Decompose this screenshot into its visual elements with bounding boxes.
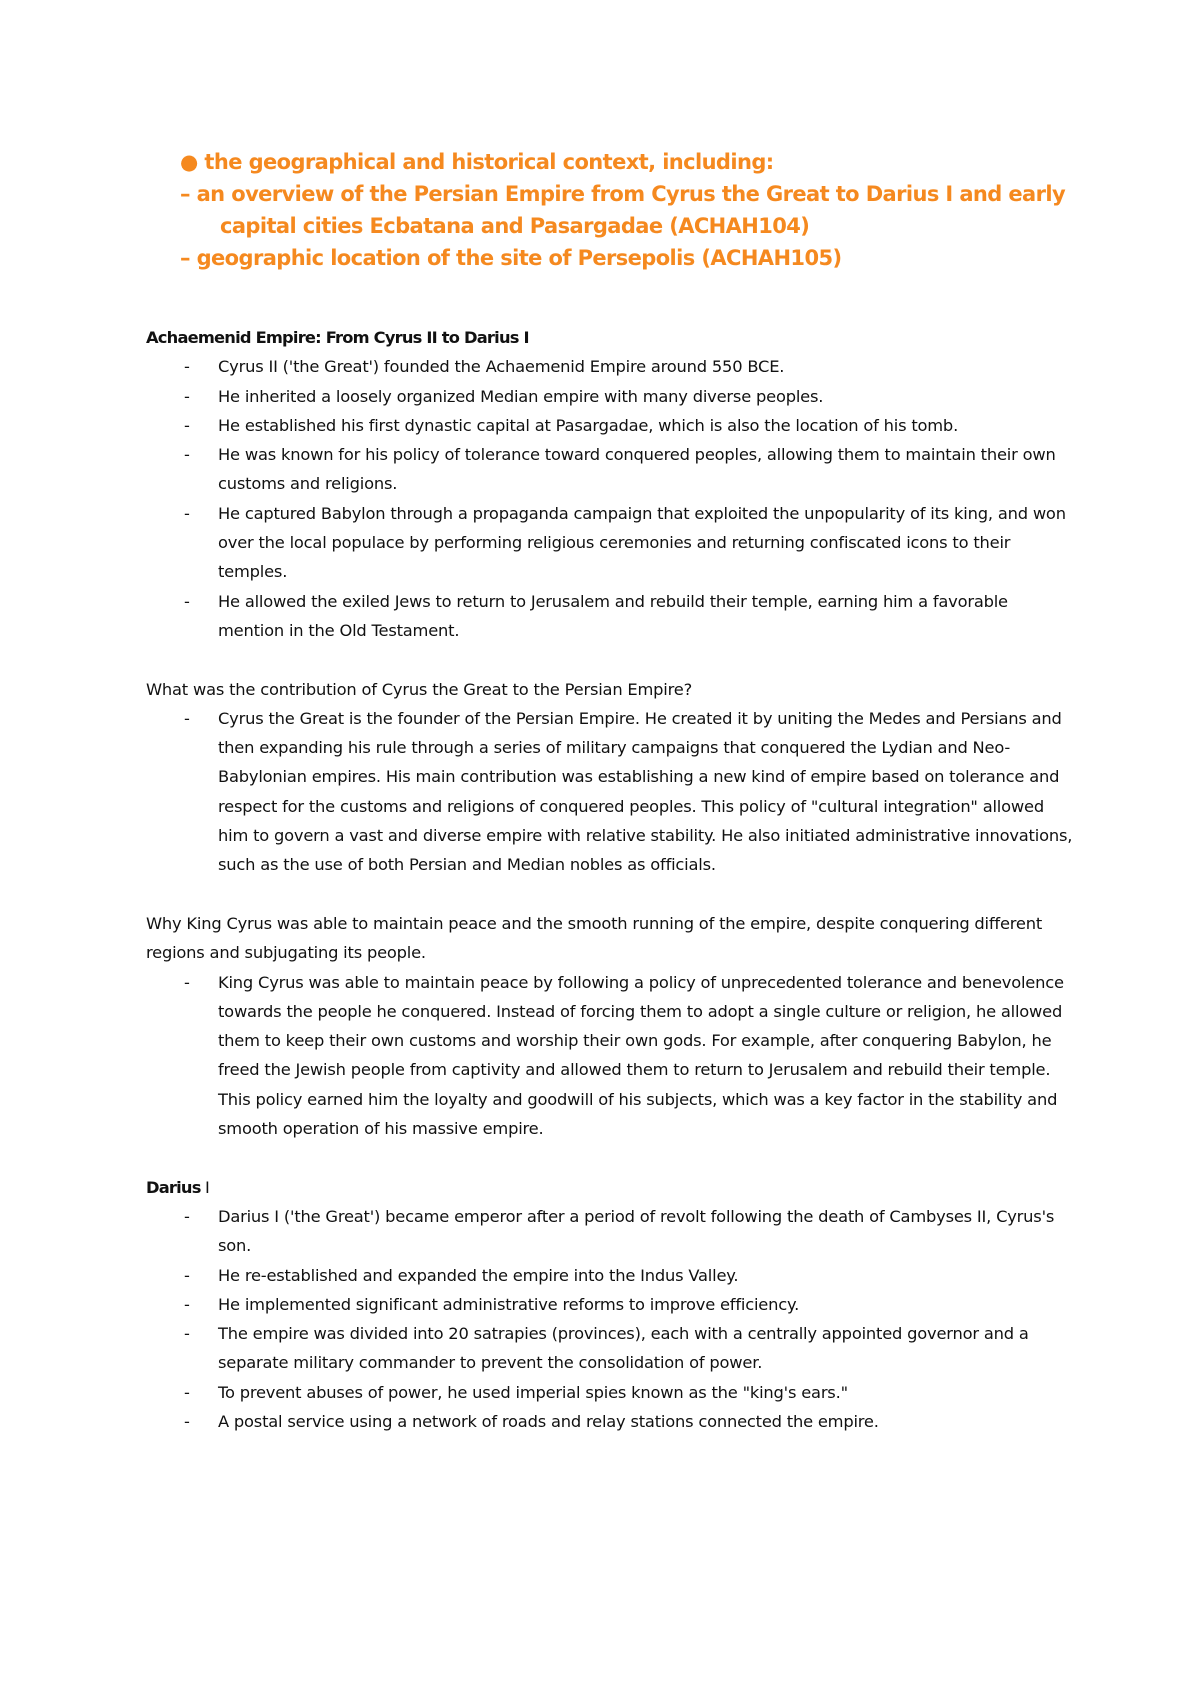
list-item: - He allowed the exiled Jews to return to Jerusalem and rebuild their temple, earning him a favorable mention in the Old Testament. — [146, 587, 1076, 646]
syllabus-bullet: ● the geographical and historical context, including: — [180, 150, 774, 174]
list-item: - He established his first dynastic capital at Pasargadae, which is also the location of his tomb. — [146, 411, 1076, 440]
section-heading-darius — [146, 1173, 1076, 1202]
list-item: - Cyrus II ('the Great') founded the Achaemenid Empire around 550 BCE. — [146, 352, 1076, 381]
question-cyrus-contribution: What was the contribution of Cyrus the Great to the Persian Empire? — [146, 679, 693, 699]
list-item: - To prevent abuses of power, he used imperial spies known as the "king's ears." — [146, 1378, 1076, 1407]
achaemenid-list — [146, 352, 1076, 645]
section-heading-achaemenid: Achaemenid Empire: From Cyrus II to Darius I — [146, 328, 529, 347]
list-item: - He captured Babylon through a propaganda campaign that exploited the unpopularity of its king, and won over the local populace by performing religious ceremonies and returning confiscated icons to their temples. — [146, 499, 1076, 587]
spacer — [146, 1143, 1076, 1172]
list-item: - He inherited a loosely organized Median empire with many diverse peoples. — [146, 382, 1076, 411]
list-item: - Darius I ('the Great') became emperor after a period of revolt following the death of Cambyses II, Cyrus's son. — [146, 1202, 1076, 1261]
darius-heading-suffix: I — [200, 1177, 209, 1197]
syllabus-item-1-line-1: – an overview of the Persian Empire from Cyrus the Great to Darius I and early — [180, 182, 1066, 206]
syllabus-item-2: – geographic location of the site of Persepolis (ACHAH105) — [180, 246, 842, 270]
spacer — [146, 645, 1076, 674]
answer-list-cyrus-peace — [146, 968, 1076, 1144]
darius-heading-bold: Darius — [146, 1177, 201, 1197]
spacer — [146, 880, 1076, 909]
syllabus-points — [180, 146, 1080, 274]
syllabus-item-1-line-2: capital cities Ecbatana and Pasargadae (ACHAH104) — [220, 214, 810, 238]
list-item: - King Cyrus was able to maintain peace by following a policy of unprecedented tolerance and benevolence towards the people he conquered. Instead of forcing them to adopt a single culture or religion, he allowed them to keep their own customs and worship their own gods. For example, after conquering Babylon, he freed the Jewish people from captivity and allowed them to return to Jerusalem and rebuild their temple. This policy earned him the loyalty and goodwill of his subjects, which was a key factor in the stability and smooth operation of his massive empire. — [146, 968, 1076, 1144]
list-item: - Cyrus the Great is the founder of the Persian Empire. He created it by uniting the Medes and Persians and then expanding his rule through a series of military campaigns that conquered the Lydian and Neo-Babylonian empires. His main contribution was establishing a new kind of empire based on tolerance and respect for the customs and religions of conquered peoples. This policy of "cultural integration" allowed him to govern a vast and diverse empire with relative stability. He also initiated administrative innovations, such as the use of both Persian and Median nobles as officials. — [146, 704, 1076, 880]
notes-body — [146, 323, 1076, 1436]
list-item: - He implemented significant administrative reforms to improve efficiency. — [146, 1290, 1076, 1319]
list-item: - He was known for his policy of tolerance toward conquered peoples, allowing them to maintain their own customs and religions. — [146, 440, 1076, 499]
darius-list — [146, 1202, 1076, 1436]
list-item: - The empire was divided into 20 satrapies (provinces), each with a centrally appointed governor and a separate military commander to prevent the consolidation of power. — [146, 1319, 1076, 1378]
list-item: - He re-established and expanded the empire into the Indus Valley. — [146, 1261, 1076, 1290]
list-item: - A postal service using a network of roads and relay stations connected the empire. — [146, 1407, 1076, 1436]
question-cyrus-peace: Why King Cyrus was able to maintain peace and the smooth running of the empire, despite conquering different regions and subjugating its people. — [146, 913, 1043, 963]
answer-list-cyrus-contribution — [146, 704, 1076, 880]
